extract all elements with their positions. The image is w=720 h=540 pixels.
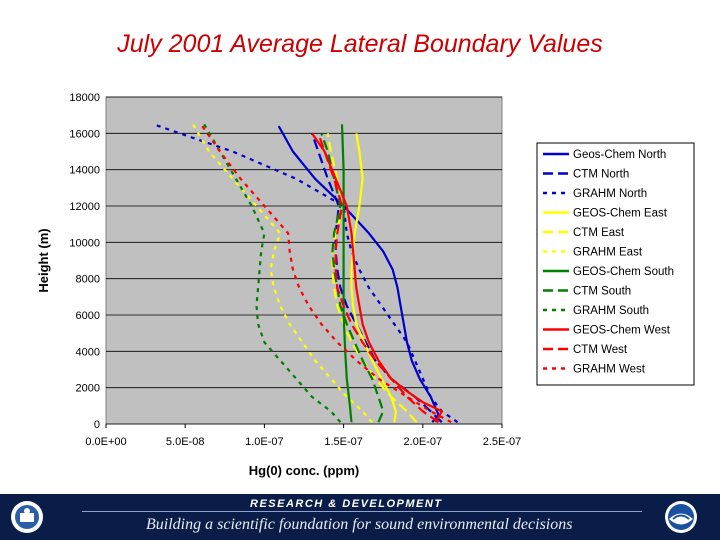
legend-entry: GEOS-Chem East — [573, 207, 667, 220]
y-tick-label: 12000 — [69, 201, 100, 213]
y-tick-label: 0 — [93, 419, 100, 431]
legend-entry: GRAHM South — [573, 305, 650, 317]
x-tick-label: 5.0E-08 — [165, 436, 205, 448]
noaa-logo-icon — [664, 500, 698, 534]
y-tick-label: 18000 — [69, 92, 100, 104]
y-tick-label: 8000 — [75, 273, 100, 286]
y-tick-label: 10000 — [69, 237, 100, 250]
legend-entry: CTM North — [573, 168, 630, 181]
x-tick-label: 1.5E-07 — [324, 436, 363, 448]
x-tick-label: 2.5E-07 — [482, 436, 522, 448]
y-tick-label: 4000 — [75, 346, 100, 359]
legend-entry: GEOS-Chem West — [573, 324, 670, 337]
footer-divider — [82, 511, 642, 512]
page-title: July 2001 Average Lateral Boundary Values — [117, 30, 603, 58]
y-tick-label: 14000 — [69, 164, 100, 177]
x-tick-label: 2.0E-07 — [403, 436, 443, 448]
legend — [537, 143, 694, 385]
legend-entry: CTM West — [573, 344, 628, 356]
legend-entry: GEOS-Chem South — [573, 266, 674, 278]
footer-tagline: Building a scientific foundation for sound environmental decisions — [146, 516, 573, 533]
legend-entry: GRAHM North — [573, 188, 648, 200]
y-axis-ticks — [69, 92, 100, 431]
legend-entry: CTM East — [573, 227, 625, 239]
plot-area — [106, 97, 502, 424]
y-axis-label: Height (m) — [36, 228, 51, 293]
legend-entry: CTM South — [573, 285, 632, 298]
epa-seal-icon — [10, 500, 44, 534]
legend-entry: GRAHM West — [573, 363, 645, 376]
y-tick-label: 6000 — [75, 310, 100, 322]
footer-banner — [0, 494, 720, 540]
y-tick-label: 16000 — [69, 128, 100, 141]
legend-entry: GRAHM East — [573, 246, 643, 259]
y-tick-label: 2000 — [75, 382, 100, 395]
footer-research-text: RESEARCH & DEVELOPMENT — [250, 498, 443, 510]
x-axis-label: Hg(0) conc. (ppm) — [248, 463, 360, 478]
legend-entry: Geos-Chem North — [573, 149, 667, 161]
x-axis-ticks — [85, 424, 521, 448]
x-tick-label: 1.0E-07 — [245, 436, 284, 448]
x-tick-label: 0.0E+00 — [85, 436, 127, 448]
